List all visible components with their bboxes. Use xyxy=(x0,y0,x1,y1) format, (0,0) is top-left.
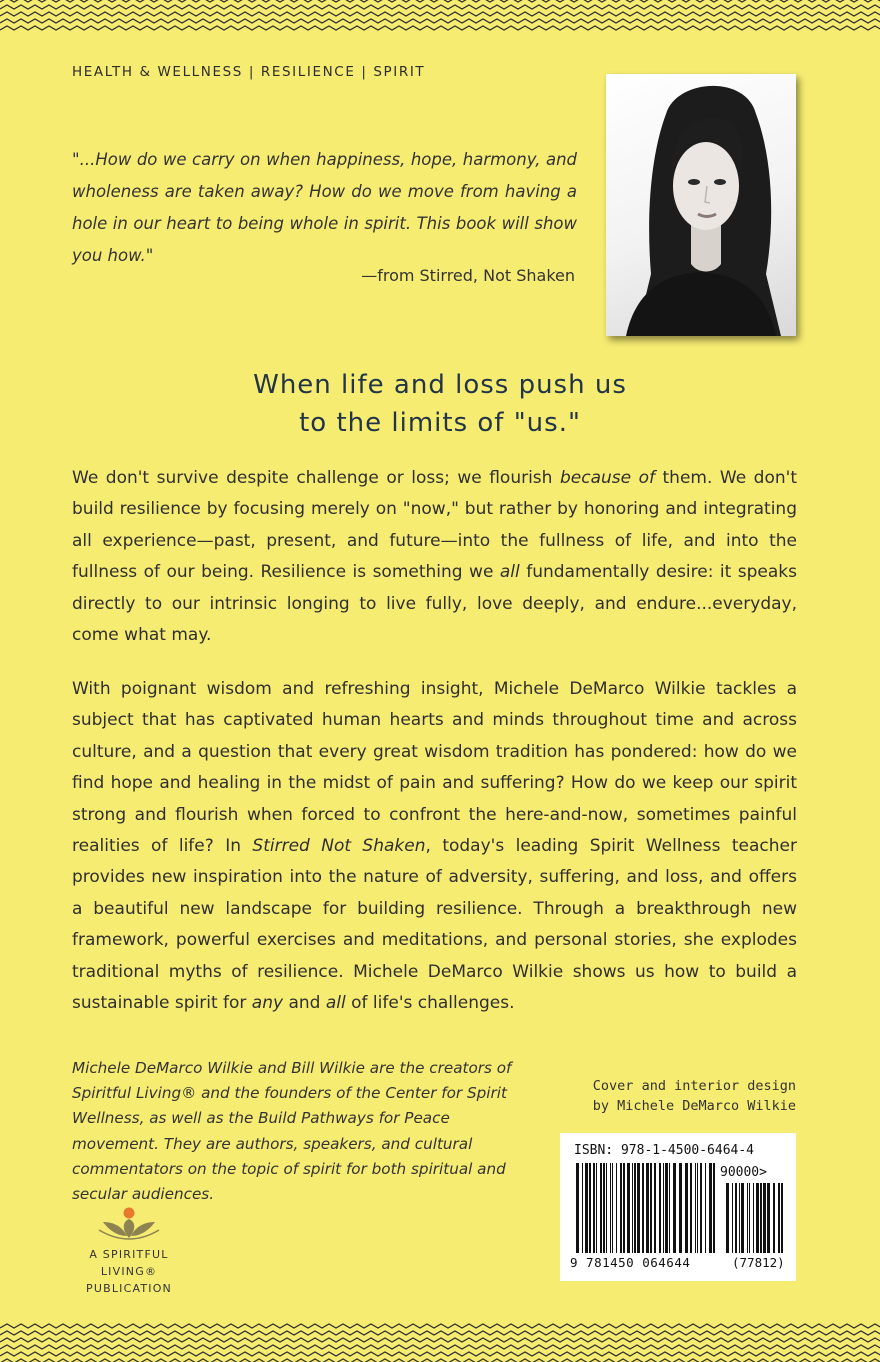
barcode-bar xyxy=(659,1163,661,1253)
barcode-bar xyxy=(589,1163,591,1253)
p2-text-g: of life's challenges. xyxy=(345,993,515,1014)
barcode-bar xyxy=(705,1163,706,1253)
barcode-bar xyxy=(679,1163,682,1253)
barcode-bar xyxy=(606,1163,607,1253)
zigzag-border-top xyxy=(0,0,880,44)
barcode-bar xyxy=(735,1183,737,1253)
zigzag-line xyxy=(0,0,880,2)
barcode-bar xyxy=(690,1163,692,1253)
isbn-barcode xyxy=(560,1133,796,1281)
zigzag-line xyxy=(0,5,880,9)
barcode-bar xyxy=(760,1183,762,1253)
category-line: HEALTH & WELLNESS | RESILIENCE | SPIRIT xyxy=(72,64,426,80)
barcode-bar xyxy=(637,1163,640,1253)
barcode-bar xyxy=(642,1163,644,1253)
zigzag-line xyxy=(0,26,880,30)
barcode-bar xyxy=(673,1163,676,1253)
author-photo xyxy=(606,74,796,336)
barcode-bar xyxy=(612,1163,613,1253)
barcode-bar xyxy=(749,1183,750,1253)
barcode-bar xyxy=(713,1163,715,1253)
zigzag-line xyxy=(0,1338,880,1342)
barcode-bar xyxy=(695,1163,696,1253)
barcode-bar xyxy=(610,1163,611,1253)
barcode-bar xyxy=(753,1183,754,1253)
isbn-label: ISBN: 978-1-4500-6464-4 xyxy=(574,1143,755,1158)
barcode-bar xyxy=(747,1183,748,1253)
barcode-bar xyxy=(756,1183,759,1253)
barcode-bar xyxy=(700,1163,702,1253)
publisher-line-2: PUBLICATION xyxy=(85,1282,172,1295)
lotus-sun-icon xyxy=(89,1206,169,1240)
barcode-bar xyxy=(726,1183,729,1253)
p1-emphasis-because-of: because of xyxy=(559,468,655,488)
barcode-bar xyxy=(741,1183,744,1253)
barcode-bars xyxy=(576,1163,716,1253)
barcode-bar xyxy=(596,1163,597,1253)
barcode-bar xyxy=(616,1163,617,1253)
barcode-bar xyxy=(685,1163,688,1253)
p1-text-a: We don't survive despite challenge or loss; we flourish xyxy=(72,468,560,488)
barcode-bar xyxy=(623,1163,625,1253)
p2-emphasis-all: all xyxy=(325,993,346,1014)
barcode-bar xyxy=(646,1163,649,1253)
description-paragraph-1 xyxy=(72,463,797,651)
quote-source: —from Stirred, Not Shaken xyxy=(361,266,575,285)
publisher-line-1: A SPIRITFUL LIVING® xyxy=(89,1248,169,1278)
p1-emphasis-all: all xyxy=(499,562,520,583)
barcode-bar xyxy=(669,1163,670,1253)
barcode-bar xyxy=(600,1163,602,1253)
barcode-bar xyxy=(620,1163,622,1253)
zigzag-line xyxy=(0,1345,880,1349)
barcode-bar xyxy=(773,1183,775,1253)
p2-book-title: Stirred Not Shaken xyxy=(252,836,426,857)
barcode-bar xyxy=(739,1183,740,1253)
p2-text-c: , today's leading Spirit Wellness teacher provides new inspiration into the nature of adversity, suffering, and loss, and offers a beautiful new landscape for building resilience. Through a breakthrough new framework, powerful exercises and meditations, and personal stories, she explodes traditional myths of resilience. Michele DeMarco Wilkie shows us how to build a sustainable spirit for xyxy=(72,836,797,1014)
barcode-bar xyxy=(781,1183,783,1253)
zigzag-line xyxy=(0,1352,880,1356)
zigzag-line xyxy=(0,12,880,16)
zigzag-line xyxy=(0,1331,880,1335)
barcode-bar xyxy=(697,1163,698,1253)
pull-quote: "...How do we carry on when happiness, hope, harmony, and wholeness are taken away? How do we move from having a hole in our heart to being whole in spirit. This book will show you how." xyxy=(72,150,577,265)
barcode-bar xyxy=(634,1163,636,1253)
barcode-addon-bars xyxy=(726,1183,784,1253)
headline-line-1: When life and loss push us xyxy=(253,370,627,400)
description-paragraph-2 xyxy=(72,674,797,1019)
barcode-bar xyxy=(603,1163,605,1253)
design-credit-line-1: Cover and interior design xyxy=(592,1078,796,1094)
barcode-bar xyxy=(576,1163,579,1253)
barcode-bar xyxy=(585,1163,588,1253)
barcode-bar xyxy=(582,1163,583,1253)
zigzag-line xyxy=(0,1324,880,1328)
barcode-bar xyxy=(763,1183,766,1253)
p2-emphasis-any: any xyxy=(251,993,284,1014)
barcode-bar xyxy=(709,1163,712,1253)
design-credit-line-2: by Michele DeMarco Wilkie xyxy=(592,1098,796,1114)
barcode-bar xyxy=(593,1163,595,1253)
price-code: 90000> xyxy=(720,1165,767,1180)
addon-digits: (77812) xyxy=(732,1255,785,1270)
p2-text-a: With poignant wisdom and refreshing insight, Michele DeMarco Wilkie tackles a subject that has captivated human hearts and minds throughout time and across culture, and a question that every great wisdom tradition has pondered: how do we find hope and healing in the midst of pain and suffering? How do we keep our spirit strong and flourish when forced to confront the here-and-now, sometimes painful realities of life? In xyxy=(72,679,797,857)
p1-text-e: fundamentally desire: it speaks directly to our intrinsic longing to live fully, love deeply, and endure...everyday, come what may. xyxy=(72,562,797,646)
barcode-bar xyxy=(767,1183,770,1253)
barcode-bar xyxy=(650,1163,652,1253)
design-credit xyxy=(560,1076,796,1116)
ean-digits: 9 781450 064644 xyxy=(570,1255,691,1270)
zigzag-border-bottom xyxy=(0,1318,880,1362)
publisher-logo xyxy=(64,1206,194,1297)
headline-line-2: to the limits of "us." xyxy=(299,408,581,438)
barcode-bar xyxy=(632,1163,633,1253)
headline xyxy=(0,366,880,442)
barcode-bar xyxy=(663,1163,664,1253)
zigzag-line xyxy=(0,19,880,23)
author-bio: Michele DeMarco Wilkie and Bill Wilkie are the creators of Spiritful Living® and the founders of the Center for Spirit Wellness, as well as the Build Pathways for Peace movement. They are authors, speakers, and cultural commentators on the topic of spirit for both spiritual and secular audiences. xyxy=(72,1059,512,1204)
p2-text-e: and xyxy=(283,993,326,1014)
p1-text-c: them. We don't build resilience by focusing merely on "now," but rather by honoring and integrating all experience—past, present, and future—into the fullness of life, and into the fullness of our being. Resilience is something we xyxy=(72,468,797,583)
barcode-bar xyxy=(627,1163,630,1253)
barcode-bar xyxy=(665,1163,668,1253)
barcode-bar xyxy=(732,1183,733,1253)
barcode-bar xyxy=(778,1183,780,1253)
barcode-bar xyxy=(654,1163,656,1253)
